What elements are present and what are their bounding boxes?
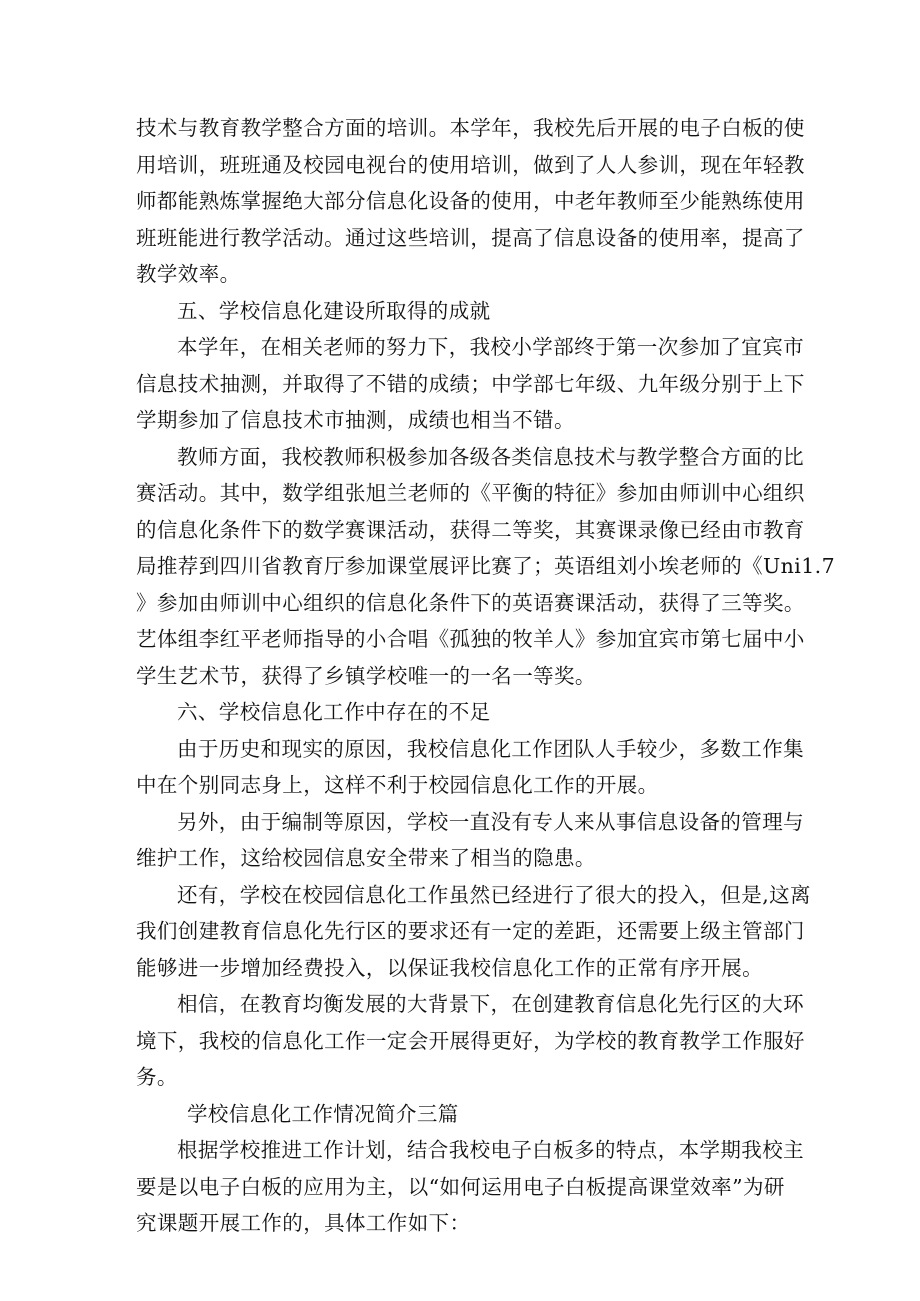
text-line: 另外，由于编制等原因，学校一直没有专人来从事信息设备的管理与 bbox=[177, 809, 804, 834]
text-line: 究课题开展工作的，具体工作如下： bbox=[136, 1211, 471, 1235]
document-body bbox=[136, 110, 836, 1242]
text-line: 师都能熟炼掌握绝大部分信息化设备的使用，中老年教师至少能熟练使用 bbox=[136, 189, 805, 213]
text-line: 中在个别同志身上，这样不利于校园信息化工作的开展。 bbox=[136, 773, 659, 797]
text-line: 务。 bbox=[136, 1065, 178, 1089]
text-line: 我们创建教育信息化先行区的要求还有一定的差距，还需要上级主管部门 bbox=[136, 919, 805, 943]
text-line: 由于历史和现实的原因，我校信息化工作团队人手较少，多数工作集 bbox=[177, 736, 804, 761]
text-line: 根据学校推进工作计划，结合我校电子白板多的特点，本学期我校主 bbox=[177, 1138, 804, 1162]
text-line: 的信息化条件下的数学赛课活动，获得二等奖，其赛课录像已经由市教育 bbox=[136, 517, 805, 542]
text-line: 能够进一步增加经费投入，以保证我校信息化工作的正常有序开展。 bbox=[136, 955, 763, 980]
text-line: 》参加由师训中心组织的信息化条件下的英语赛课活动，获得了三等奖。 bbox=[136, 590, 805, 615]
text-line: 班班能进行教学活动。通过这些培训，提高了信息设备的使用率，提高了 bbox=[136, 225, 805, 250]
text-line: 学期参加了信息技术市抽测，成绩也相当不错。 bbox=[136, 408, 575, 432]
text-line: 六、学校信息化工作中存在的不足 bbox=[177, 700, 491, 724]
text-line: 技术与教育教学整合方面的培训。本学年，我校先后开展的电子白板的使 bbox=[136, 116, 805, 140]
text-line: 学生艺术节，获得了乡镇学校唯一的一名一等奖。 bbox=[136, 663, 596, 688]
text-line: 维护工作，这给校园信息安全带来了相当的隐患。 bbox=[136, 846, 596, 870]
text-line: 局推荐到四川省教育厅参加课堂展评比赛了；英语组刘小埃老师的《Uni1.7 bbox=[136, 554, 836, 578]
text-line: 艺体组李红平老师指导的小合唱《孤独的牧羊人》参加宜宾市第七届中小 bbox=[136, 627, 805, 651]
section-title: 学校信息化工作情况简介三篇 bbox=[187, 1101, 459, 1126]
text-line: 赛活动。其中，数学组张旭兰老师的《平衡的特征》参加由师训中心组织 bbox=[136, 481, 805, 505]
text-line: 用培训，班班通及校园电视台的使用培训，做到了人人参训，现在年轻教 bbox=[136, 152, 805, 177]
text-line: 还有，学校在校园信息化工作虽然已经进行了很大的投入，但是,这离 bbox=[177, 882, 811, 907]
text-line: 教师方面，我校教师积极参加各级各类信息技术与教学整合方面的比 bbox=[177, 444, 804, 469]
text-line: 本学年，在相关老师的努力下，我校小学部终于第一次参加了宜宾市 bbox=[177, 335, 804, 359]
text-line: 信息技术抽测，并取得了不错的成绩；中学部七年级、九年级分别于上下 bbox=[136, 371, 805, 396]
text-line: 境下，我校的信息化工作一定会开展得更好，为学校的教育教学工作服好 bbox=[136, 1028, 805, 1053]
text-line: 要是以电子白板的应用为主，以“如何运用电子白板提高课堂效率”为研 bbox=[136, 1174, 785, 1199]
text-line: 五、学校信息化建设所取得的成就 bbox=[177, 298, 491, 323]
text-line: 教学效率。 bbox=[136, 262, 241, 286]
text-line: 相信，在教育均衡发展的大背景下，在创建教育信息化先行区的大环 bbox=[177, 992, 804, 1016]
